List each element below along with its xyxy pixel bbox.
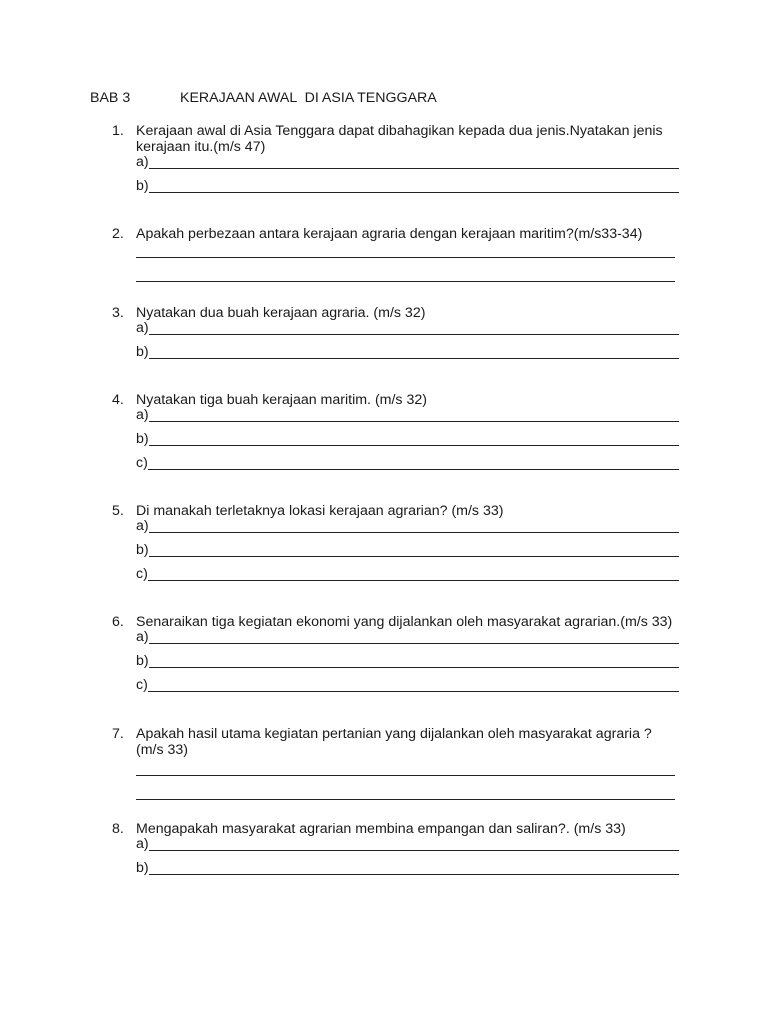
answer-blank[interactable] bbox=[136, 761, 675, 776]
answer-label: b) bbox=[136, 178, 149, 194]
answer-label: c) bbox=[136, 566, 148, 582]
question-number: 2. bbox=[112, 226, 124, 242]
answer-line-c[interactable] bbox=[136, 448, 679, 472]
question-number: 3. bbox=[112, 305, 124, 321]
question-4 bbox=[112, 392, 692, 472]
answer-label: b) bbox=[136, 344, 149, 360]
question-number: 1. bbox=[112, 123, 124, 139]
answer-blank[interactable] bbox=[149, 518, 679, 533]
question-number: 5. bbox=[112, 503, 124, 519]
answer-label: a) bbox=[136, 518, 149, 534]
answer-line-a[interactable] bbox=[136, 837, 679, 853]
question-text: Nyatakan dua buah kerajaan agraria. (m/s 32) bbox=[136, 305, 426, 321]
answer-label: a) bbox=[136, 154, 149, 170]
answer-line-b[interactable] bbox=[136, 424, 679, 448]
question-6 bbox=[112, 614, 692, 694]
answer-line-a[interactable] bbox=[136, 321, 679, 337]
answer-line-a[interactable] bbox=[136, 155, 679, 171]
question-text: Nyatakan tiga buah kerajaan maritim. (m/s 32) bbox=[136, 392, 427, 408]
answer-label: c) bbox=[136, 455, 148, 471]
question-text: Apakah perbezaan antara kerajaan agraria dengan kerajaan maritim?(m/s33-34) bbox=[136, 226, 643, 242]
answer-label: a) bbox=[136, 629, 149, 645]
answer-blank[interactable] bbox=[136, 267, 675, 282]
answer-label: a) bbox=[136, 407, 149, 423]
answer-line-2[interactable] bbox=[136, 260, 679, 284]
question-7 bbox=[112, 726, 692, 802]
question-number: 8. bbox=[112, 821, 124, 837]
answer-line-a[interactable] bbox=[136, 630, 679, 646]
answer-blank[interactable] bbox=[149, 653, 679, 668]
answer-line-a[interactable] bbox=[136, 519, 679, 535]
answer-label: a) bbox=[136, 320, 149, 336]
answer-line-a[interactable] bbox=[136, 408, 679, 424]
question-2 bbox=[112, 226, 692, 284]
question-text: Di manakah terletaknya lokasi kerajaan agrarian? (m/s 33) bbox=[136, 503, 504, 519]
answer-line-c[interactable] bbox=[136, 559, 679, 583]
question-5 bbox=[112, 503, 692, 583]
question-number: 6. bbox=[112, 614, 124, 630]
answer-line-c[interactable] bbox=[136, 670, 679, 694]
answer-label: c) bbox=[136, 677, 148, 693]
answer-blank[interactable] bbox=[149, 860, 679, 875]
answer-line-b[interactable] bbox=[136, 535, 679, 559]
answer-blank[interactable] bbox=[148, 455, 679, 470]
answer-blank[interactable] bbox=[136, 243, 675, 258]
answer-line-b[interactable] bbox=[136, 646, 679, 670]
answer-blank[interactable] bbox=[149, 344, 679, 359]
answer-blank[interactable] bbox=[149, 629, 679, 644]
chapter-title: KERAJAAN AWAL DI ASIA TENGGARA bbox=[180, 90, 437, 106]
answer-label: b) bbox=[136, 653, 149, 669]
answer-blank[interactable] bbox=[149, 431, 679, 446]
question-number: 7. bbox=[112, 726, 124, 742]
answer-line-b[interactable] bbox=[136, 853, 679, 877]
answer-line-1[interactable] bbox=[136, 758, 679, 778]
question-text: Kerajaan awal di Asia Tenggara dapat dibahagikan kepada dua jenis.Nyatakan jenis kerajaan itu.(m/s 47) bbox=[136, 123, 663, 155]
answer-label: b) bbox=[136, 860, 149, 876]
answer-blank[interactable] bbox=[149, 542, 679, 557]
worksheet-header bbox=[90, 89, 437, 107]
answer-label: a) bbox=[136, 836, 149, 852]
question-number: 4. bbox=[112, 392, 124, 408]
question-text: Mengapakah masyarakat agrarian membina empangan dan saliran?. (m/s 33) bbox=[136, 821, 626, 837]
answer-line-b[interactable] bbox=[136, 337, 679, 361]
answer-blank[interactable] bbox=[149, 836, 679, 851]
question-1 bbox=[112, 123, 692, 195]
chapter-label: BAB 3 bbox=[90, 90, 131, 106]
answer-blank[interactable] bbox=[148, 566, 679, 581]
answer-blank[interactable] bbox=[149, 154, 679, 169]
answer-blank[interactable] bbox=[149, 407, 679, 422]
answer-blank[interactable] bbox=[149, 178, 679, 193]
answer-line-b[interactable] bbox=[136, 171, 679, 195]
question-3 bbox=[112, 305, 692, 361]
answer-line-1[interactable] bbox=[136, 242, 679, 260]
answer-label: b) bbox=[136, 431, 149, 447]
answer-label: b) bbox=[136, 542, 149, 558]
answer-line-2[interactable] bbox=[136, 778, 679, 802]
question-text: Senaraikan tiga kegiatan ekonomi yang dijalankan oleh masyarakat agrarian.(m/s 33) bbox=[136, 614, 673, 630]
answer-blank[interactable] bbox=[136, 785, 675, 800]
question-8 bbox=[112, 821, 692, 877]
question-text: Apakah hasil utama kegiatan pertanian yang dijalankan oleh masyarakat agraria ? (m/s 33) bbox=[136, 726, 652, 758]
answer-blank[interactable] bbox=[149, 320, 679, 335]
answer-blank[interactable] bbox=[148, 677, 679, 692]
